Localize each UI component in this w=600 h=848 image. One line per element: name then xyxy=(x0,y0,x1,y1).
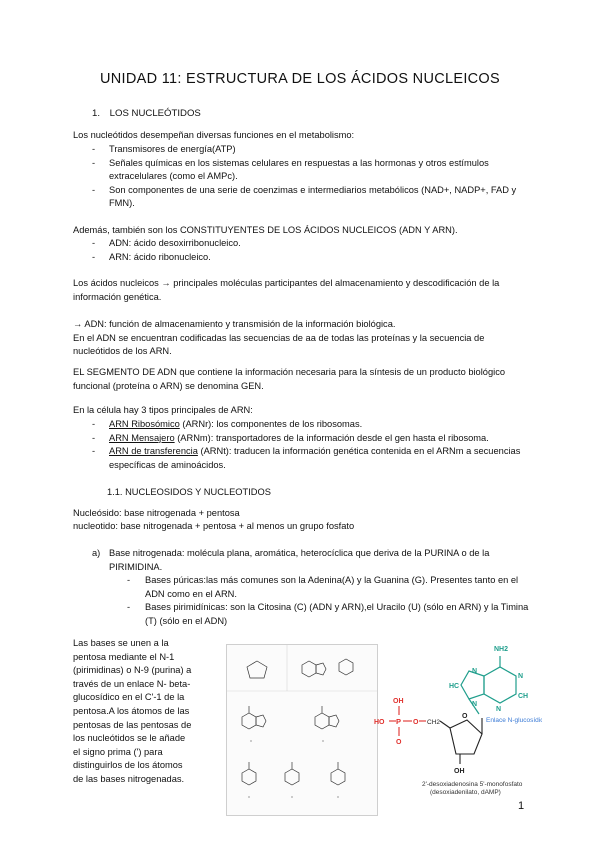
bases-structures-drawing xyxy=(227,645,377,815)
list-item: - Señales químicas en los sistemas celulares en respuestas a las hormonas y otros estímulos extracelulares (como el AMPc). xyxy=(92,157,489,182)
section-heading-1 xyxy=(92,108,201,119)
list-item-text: (ARNr): los componentes de los ribosomas. xyxy=(179,419,363,429)
list-item: - ARN Ribosómico (ARNr): los componentes de los ribosomas. xyxy=(92,419,363,429)
paragraph-line: → ADN: función de almacenamiento y transmisión de la información biológica. xyxy=(73,319,396,329)
oh-label: OH xyxy=(454,768,465,775)
list-item-text: (ARNm): transportadores de la información desde el gen hasta el ribosoma. xyxy=(174,432,489,443)
bases-figure xyxy=(226,644,378,816)
n-label: N xyxy=(496,706,502,713)
figure-caption: (desoxiadenilato, dAMP) xyxy=(430,789,501,796)
definition-nucleoside: Nucleósido: base nitrogenada + pentosa xyxy=(73,508,240,518)
adenine-ring xyxy=(461,656,516,714)
section-number: 1. xyxy=(92,108,101,119)
list-item-text: Transmisores de energía(ATP) xyxy=(109,144,236,154)
n-label: N xyxy=(472,701,478,708)
page-title: UNIDAD 11: ESTRUCTURA DE LOS ÁCIDOS NUCLEICOS xyxy=(100,71,500,87)
list-item: - ADN: ácido desoxirribonucleico. xyxy=(92,238,241,248)
paragraph-line: En el ADN se encuentran codificadas las secuencias de aa de todas las proteínas y la secuencia de nucleótidos de los ARN. xyxy=(73,332,485,357)
bases-list xyxy=(0,574,535,628)
list-item-text: Bases pirimidínicas: son la Citosina (C) (ADN y ARN),el Uracilo (U) (sólo en ARN) y la Timina (T) (sólo en el ADN) xyxy=(145,602,529,626)
hc-label: HC xyxy=(449,683,460,690)
glycosidic-bond-label: Enlace N-glucosídico xyxy=(486,717,542,724)
oh-label: OH xyxy=(393,698,404,705)
list-item: - Son componentes de una serie de coenzimas e intermediarios metabólicos (NAD+, NADP+, FAD y FMN). xyxy=(92,184,517,209)
ho-label: HO xyxy=(374,719,385,726)
list-item: - ARN: ácido ribonucleico. xyxy=(92,251,211,262)
item-text: Base nitrogenada: molécula plana, aromática, heterocíclica que deriva de la PURINA o de la PIRIMIDINA. xyxy=(109,548,490,572)
list-item: - Transmisores de energía(ATP) xyxy=(92,144,236,154)
figure-caption: 2'-desoxiadenosina 5'-monofosfato xyxy=(422,781,523,788)
paragraph-functions-intro: Los nucleótidos desempeñan diversas funciones en el metabolismo: xyxy=(73,130,355,140)
list-item-text: Señales químicas en los sistemas celulares en respuestas a las hormonas y otros estímulos extracelulares (como el AMPc). xyxy=(109,157,489,182)
paragraph-arn-types-intro: En la célula hay 3 tipos principales de ARN: xyxy=(73,405,253,415)
list-item-text: Son componentes de una serie de coenzimas e intermediarios metabólicos (NAD+, NADP+, FAD y FMN). xyxy=(109,184,517,209)
list-item-text: (ARNt): traducen la información genética contenida en el ARNm a secuencias específicas de aminoácidos. xyxy=(109,446,521,470)
paragraph-glycosidic-bond: Las bases se unen a la pentosa mediante el N-1 (pirimidinas) o N-9 (purina) a través de un enlace N- beta-glucosídico en el C'-1 de la pentosa.A los átomos de las pentosas de las pentosas de los nucleótidos se le añade el signo prima (') para distinguirlos de los átomos de las bases nitrogenadas. xyxy=(73,638,192,784)
damp-structure-drawing xyxy=(372,636,542,806)
page-number: 1 xyxy=(518,800,525,812)
p-label: P xyxy=(396,717,402,726)
o-label: O xyxy=(462,713,468,720)
subsection-heading: 1.1. NUCLEOSIDOS Y NUCLEOTIDOS xyxy=(107,487,271,497)
functions-list xyxy=(0,143,529,211)
o-label: O xyxy=(396,739,402,746)
list-item-term: ARN de transferencia xyxy=(109,446,198,457)
n-label: N xyxy=(518,673,524,680)
item-label: a) xyxy=(92,548,101,558)
list-item: - ARN Mensajero (ARNm): transportadores de la información desde el gen hasta el ribosoma. xyxy=(92,432,489,443)
paragraph-main-molecules: Los ácidos nucleicos → principales moléculas participantes del almacenamiento y descodificación de la información genética. xyxy=(73,278,500,302)
arn-types-list xyxy=(0,418,529,472)
paragraph-adn-function xyxy=(73,318,533,359)
list-item-text: ARN: ácido ribonucleico. xyxy=(109,251,211,262)
section-label: LOS NUCLEÓTIDOS xyxy=(109,108,201,119)
phosphate-bonds xyxy=(389,706,426,736)
paragraph-gen-definition: EL SEGMENTO DE ADN que contiene la información necesaria para la síntesis de un producto biológico funcional (proteína o ARN) se denomina GEN. xyxy=(73,367,506,391)
nucleic-acids-list xyxy=(0,237,529,264)
sugar-ring xyxy=(440,718,482,764)
nh2-label: NH2 xyxy=(494,646,509,653)
paragraph-constituents: Además, también son los CONSTITUYENTES DE LOS ÁCIDOS NUCLEICOS (ADN Y ARN). xyxy=(73,225,458,235)
list-item: - Bases púricas:las más comunes son la Adenina(A) y la Guanina (G). Presentes tanto en el ADN como en el ARN. xyxy=(127,575,519,599)
list-item-term: ARN Ribosómico xyxy=(109,419,180,429)
list-item: - Bases pirimidínicas: son la Citosina (C) (ADN y ARN),el Uracilo (U) (sólo en ARN) y la Timina (T) (sólo en el ADN) xyxy=(127,602,529,626)
item-a xyxy=(92,547,532,574)
list-item-text: ADN: ácido desoxirribonucleico. xyxy=(109,238,241,248)
damp-figure xyxy=(372,636,542,806)
list-item-term: ARN Mensajero xyxy=(109,432,175,443)
list-item-text: Bases púricas:las más comunes son la Adenina(A) y la Guanina (G). Presentes tanto en el ADN como en el ARN. xyxy=(145,575,519,599)
n-label: N xyxy=(472,668,478,675)
list-item: - ARN de transferencia (ARNt): traducen la información genética contenida en el ARNm a secuencias específicas de aminoácidos. xyxy=(92,446,521,470)
ch-label: CH xyxy=(518,693,529,700)
definition-nucleotide: nucleotido: base nitrogenada + pentosa + al menos un grupo fosfato xyxy=(73,521,355,531)
ch2-label: CH2 xyxy=(427,719,441,726)
o-label: O xyxy=(413,719,419,726)
